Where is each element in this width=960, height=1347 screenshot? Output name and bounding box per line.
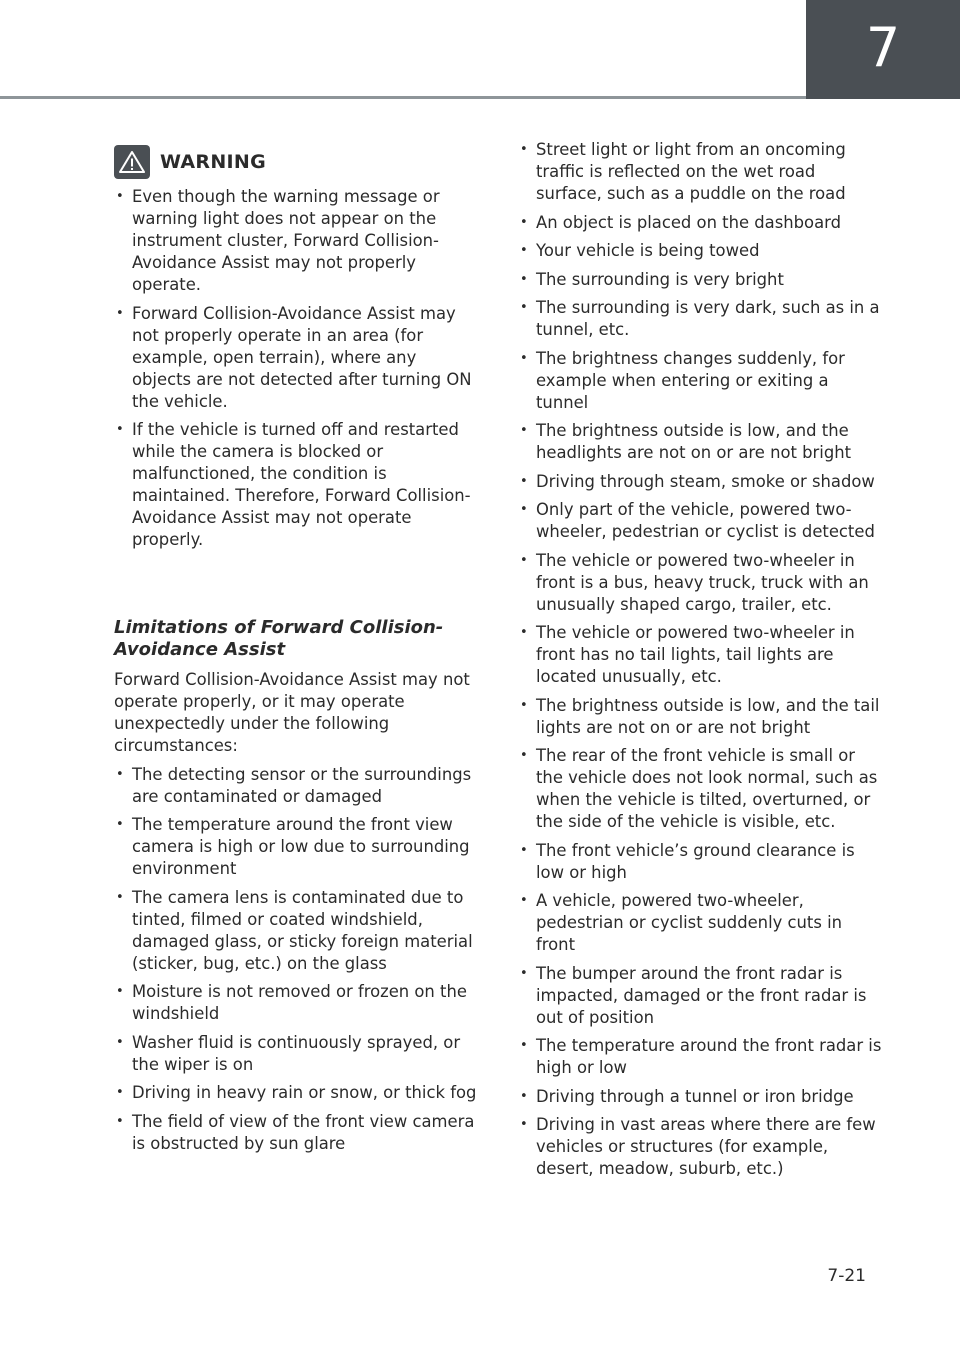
limitation-item: • The surrounding is very dark, such as in a tunnel, etc. xyxy=(518,297,884,341)
warning-item: • Even though the warning message or warning light does not appear on the instrument cluster, Forward Collision-Avoidance Assist may not properly operate. xyxy=(114,186,480,296)
limitation-item: • Your vehicle is being towed xyxy=(518,240,884,262)
limitation-item: • The rear of the front vehicle is small or the vehicle does not look normal, such as when the vehicle is tilted, overturned, or the side of the vehicle is visible, etc. xyxy=(518,745,884,833)
limitation-item: • The brightness changes suddenly, for example when entering or exiting a tunnel xyxy=(518,348,884,414)
warning-list xyxy=(114,186,480,551)
limitation-item: • The temperature around the front view camera is high or low due to surrounding environment xyxy=(114,814,480,880)
section-title: Limitations of Forward Collision-Avoidance Assist xyxy=(114,617,444,660)
limitation-item: • The brightness outside is low, and the tail lights are not on or are not bright xyxy=(518,695,884,739)
limitation-item: • An object is placed on the dashboard xyxy=(518,212,884,234)
warning-title: WARNING xyxy=(160,151,267,173)
limitation-item: • Moisture is not removed or frozen on the windshield xyxy=(114,981,480,1025)
warning-item: • If the vehicle is turned off and restarted while the camera is blocked or malfunctioned, the condition is maintained. Therefore, Forward Collision-Avoidance Assist may not operate properly. xyxy=(114,419,480,551)
limitation-item: • The surrounding is very bright xyxy=(518,269,884,291)
warning-item: • Forward Collision-Avoidance Assist may not properly operate in an area (for example, open terrain), where any objects are not detected after turning ON the vehicle. xyxy=(114,303,480,413)
limitation-item: • Driving in vast areas where there are few vehicles or structures (for example, desert, meadow, suburb, etc.) xyxy=(518,1114,884,1180)
left-column xyxy=(114,144,480,1161)
warning-header xyxy=(114,144,480,180)
limitations-list-left xyxy=(114,764,480,1155)
limitation-item: • The vehicle or powered two-wheeler in front has no tail lights, tail lights are located unusually, etc. xyxy=(518,622,884,688)
limitation-item: • The brightness outside is low, and the headlights are not on or are not bright xyxy=(518,420,884,464)
page-number: 7-21 xyxy=(827,1266,866,1286)
section-intro: Forward Collision-Avoidance Assist may not operate properly, or it may operate unexpectedly under the following circumstances: xyxy=(114,670,470,755)
limitation-item: • Washer fluid is continuously sprayed, or the wiper is on xyxy=(114,1032,480,1076)
limitation-item: • The vehicle or powered two-wheeler in front is a bus, heavy truck, truck with an unusually shaped cargo, trailer, etc. xyxy=(518,550,884,616)
limitation-item: • The bumper around the front radar is impacted, damaged or the front radar is out of position xyxy=(518,963,884,1029)
chapter-tab xyxy=(806,0,960,99)
limitation-item: • Street light or light from an oncoming traffic is reflected on the wet road surface, such as a puddle on the road xyxy=(518,139,884,205)
limitation-item: • Only part of the vehicle, powered two-wheeler, pedestrian or cyclist is detected xyxy=(518,499,884,543)
limitation-item: • The front vehicle’s ground clearance is low or high xyxy=(518,840,884,884)
limitation-item: • The camera lens is contaminated due to tinted, filmed or coated windshield, damaged glass, or sticky foreign material (sticker, bug, etc.) on the glass xyxy=(114,887,480,975)
limitation-item: • The field of view of the front view camera is obstructed by sun glare xyxy=(114,1111,480,1155)
chapter-number: 7 xyxy=(865,16,901,79)
limitation-item: • Driving in heavy rain or snow, or thick fog xyxy=(114,1082,480,1104)
limitation-item: • A vehicle, powered two-wheeler, pedestrian or cyclist suddenly cuts in front xyxy=(518,890,884,956)
limitation-item: • Driving through a tunnel or iron bridge xyxy=(518,1086,884,1108)
limitation-item: • The temperature around the front radar is high or low xyxy=(518,1035,884,1079)
right-column xyxy=(518,139,884,1187)
warning-triangle-icon xyxy=(114,145,150,179)
limitation-item: • The detecting sensor or the surroundings are contaminated or damaged xyxy=(114,764,480,808)
limitation-item: • Driving through steam, smoke or shadow xyxy=(518,471,884,493)
limitations-list-right xyxy=(518,139,884,1180)
header-rule xyxy=(0,96,806,99)
